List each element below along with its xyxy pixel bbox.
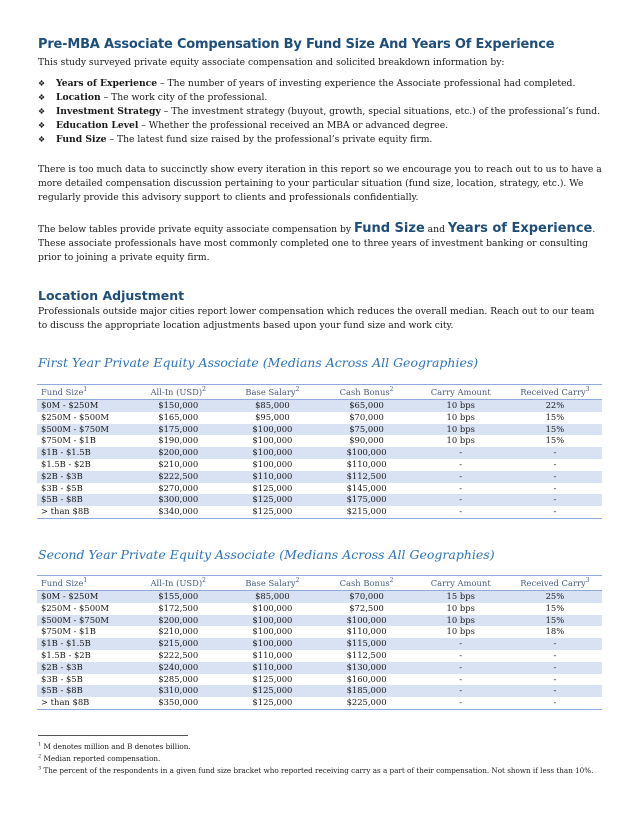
table-cell: - [553, 458, 557, 469]
bullet-item: ❖ Location – The work city of the professional. [38, 92, 268, 103]
table-cell: $70,000 [319, 591, 413, 603]
table-cell: $300,000 [131, 494, 225, 506]
table-cell: $72,500 [349, 602, 384, 613]
column-header: Base Salary$^2$ [225, 576, 319, 591]
table-cell: $1.5B - $2B [41, 649, 91, 660]
table-cell: 10 bps [446, 411, 475, 422]
table-cell: - [459, 482, 463, 493]
table-row [37, 459, 602, 471]
table-cell: - [508, 471, 602, 483]
bullet-item: ❖ Years of Experience – The number of years of investing experience the Associate professional had completed. [38, 78, 576, 89]
table-row [37, 697, 602, 709]
table-cell: $165,000 [158, 411, 199, 422]
column-header: All-In (USD)$^2$ [131, 385, 225, 400]
table-row [37, 638, 602, 650]
table-cell: $160,000 [346, 673, 387, 684]
table-cell: $3B - $5B [41, 673, 83, 684]
table-cell: $100,000 [252, 626, 293, 637]
table-row [37, 494, 602, 506]
table-row [37, 626, 602, 638]
bullet-item: ❖ Fund Size – The latest fund size raised by the professional’s private equity firm. [38, 134, 433, 145]
table-cell: $5B - $8B [37, 494, 131, 506]
first-year-table [37, 384, 602, 519]
column-header: All-In (USD)$^2$ [131, 576, 225, 591]
table-cell: 15% [545, 435, 565, 446]
table-cell: $100,000 [319, 447, 413, 459]
table-cell: > than $8B [41, 506, 90, 517]
table-cell: $500M - $750M [37, 424, 131, 436]
table-cell: - [414, 662, 508, 674]
table-cell: $210,000 [158, 458, 199, 469]
table-cell: $125,000 [252, 482, 293, 493]
table-cell: $125,000 [252, 673, 293, 684]
column-header: Fund Size$^1$ [37, 385, 131, 400]
table-cell: - [414, 494, 508, 506]
column-header: Received Carry$^3$ [508, 576, 602, 591]
table-header-row [37, 576, 602, 591]
location-text: Professionals outside major cities report lower compensation which reduces the overall median. Reach out to our team to discuss the appropriate location adjustments based upon your fund size and work city. [38, 306, 595, 331]
table-cell: $310,000 [131, 685, 225, 697]
column-header: Fund Size$^1$ [37, 576, 131, 591]
table-cell: $95,000 [255, 411, 290, 422]
table-cell: - [508, 638, 602, 650]
table-cell: $125,000 [252, 697, 293, 708]
bullet-item: ❖ Education Level – Whether the professional received an MBA or advanced degree. [38, 120, 449, 131]
location-heading: Location Adjustment [38, 288, 185, 303]
column-header: Carry Amount [414, 576, 508, 591]
page-title: Pre-MBA Associate Compensation By Fund Size And Years Of Experience [38, 37, 555, 52]
table-cell: $100,000 [252, 458, 293, 469]
table-cell: $125,000 [225, 494, 319, 506]
table-cell: - [414, 685, 508, 697]
column-header: Received Carry$^3$ [508, 385, 602, 400]
table-row [37, 435, 602, 447]
table-row [37, 483, 602, 495]
table-row [37, 412, 602, 424]
table-cell: 18% [545, 626, 565, 637]
table-cell: > than $8B [41, 697, 90, 708]
table-cell: - [508, 685, 602, 697]
diamond-bullet-icon: ❖ [38, 135, 46, 144]
column-header: Cash Bonus$^2$ [319, 576, 413, 591]
diamond-bullet-icon: ❖ [38, 93, 46, 102]
table-cell: $150,000 [131, 400, 225, 412]
table-cell: - [553, 649, 557, 660]
table-cell: $100,000 [319, 615, 413, 627]
table-cell: $110,000 [225, 662, 319, 674]
table-cell: $115,000 [319, 638, 413, 650]
table-cell: - [508, 447, 602, 459]
diamond-bullet-icon: ❖ [38, 107, 46, 116]
table-cell: $225,000 [346, 697, 387, 708]
table-cell: $210,000 [158, 626, 199, 637]
table-cell: $145,000 [346, 482, 387, 493]
table1-title: First Year Private Equity Associate (Medians Across All Geographies) [38, 355, 479, 370]
table-cell: $1.5B - $2B [41, 458, 91, 469]
table-cell: $3B - $5B [41, 482, 83, 493]
table-cell: 25% [508, 591, 602, 603]
table-cell: - [414, 447, 508, 459]
table-cell: $112,500 [346, 649, 387, 660]
table-cell: 15% [545, 411, 565, 422]
bullet-list [38, 77, 600, 147]
column-header: Carry Amount [414, 385, 508, 400]
table-cell: $0M - $250M [37, 591, 131, 603]
table-cell: 10 bps [446, 435, 475, 446]
table-cell: $125,000 [252, 506, 293, 517]
footnote-2: $^2$ Median reported compensation. [38, 753, 161, 763]
table-cell: $250M - $500M [41, 602, 109, 613]
table-row [37, 650, 602, 662]
table-cell: $100,000 [252, 435, 293, 446]
table-cell: $110,000 [346, 458, 387, 469]
table-cell: $130,000 [319, 662, 413, 674]
table-cell: $750M - $1B [41, 626, 96, 637]
table-cell: - [508, 494, 602, 506]
table-cell: - [414, 471, 508, 483]
table-cell: - [459, 506, 463, 517]
table-cell: $100,000 [225, 447, 319, 459]
footnote-3: $^3$ The percent of the respondents in a given fund size bracket who reported receiving carry as a part of their compensation. Not shown if less than 10%. [38, 765, 594, 775]
table-cell: $90,000 [349, 435, 384, 446]
table-row [37, 591, 602, 603]
table-row [37, 424, 602, 436]
table-cell: $350,000 [158, 697, 199, 708]
table-cell: $222,500 [131, 471, 225, 483]
table-row [37, 674, 602, 686]
table-cell: - [459, 649, 463, 660]
data-paragraph: There is too much data to succinctly show every iteration in this report so we encourage you to reach out to us to have a more detailed compensation discussion pertaining to your particular situation (fund size, location, strategy, etc.). We regularly provide this advisory support to clients and professionals confidentially. [38, 164, 602, 203]
table-cell: $500M - $750M [37, 615, 131, 627]
table-cell: $240,000 [131, 662, 225, 674]
table-cell: $175,000 [319, 494, 413, 506]
table-cell: - [553, 506, 557, 517]
table-cell: $215,000 [346, 506, 387, 517]
table-cell: $70,000 [349, 411, 384, 422]
table-cell: $340,000 [158, 506, 199, 517]
table-cell: $200,000 [131, 615, 225, 627]
table-row [37, 603, 602, 615]
table-cell: $110,000 [252, 649, 293, 660]
table-cell: $112,500 [319, 471, 413, 483]
table-cell: $5B - $8B [37, 685, 131, 697]
table-cell: $100,000 [225, 424, 319, 436]
table-cell: 10 bps [414, 424, 508, 436]
intro-text: This study surveyed private equity associate compensation and solicited breakdown information by: [38, 57, 505, 68]
table-cell: - [553, 697, 557, 708]
table-cell: 15% [545, 602, 565, 613]
table-cell: $110,000 [346, 626, 387, 637]
table-cell: - [553, 482, 557, 493]
table-row [37, 615, 602, 627]
table-row [37, 685, 602, 697]
table-cell: $65,000 [319, 400, 413, 412]
table-cell: $285,000 [158, 673, 199, 684]
table-cell: $250M - $500M [41, 411, 109, 422]
table-cell: - [459, 673, 463, 684]
table-row [37, 662, 602, 674]
fund-size-emphasis: Fund Size [353, 221, 425, 236]
table-row [37, 400, 602, 412]
table-cell: 15 bps [414, 591, 508, 603]
tables-paragraph: The below tables provide private equity associate compensation by Fund Size and Years of Experience. These associate professionals have most commonly completed one to three years of investment banking or consulting prior to joining a private equity firm. [38, 221, 596, 263]
diamond-bullet-icon: ❖ [38, 79, 46, 88]
diamond-bullet-icon: ❖ [38, 121, 46, 130]
table-cell: $190,000 [158, 435, 199, 446]
table-row [37, 447, 602, 459]
table-cell: 15% [508, 424, 602, 436]
table-cell: $270,000 [158, 482, 199, 493]
table-cell: - [508, 662, 602, 674]
table-cell: - [459, 697, 463, 708]
table-cell: - [553, 673, 557, 684]
table-cell: $215,000 [131, 638, 225, 650]
table-cell: $2B - $3B [37, 662, 131, 674]
table-cell: $125,000 [225, 685, 319, 697]
column-header: Base Salary$^2$ [225, 385, 319, 400]
table-cell: 15% [508, 615, 602, 627]
table-cell: $85,000 [225, 400, 319, 412]
table-cell: 10 bps [414, 400, 508, 412]
table-cell: 10 bps [414, 615, 508, 627]
second-year-table [37, 575, 602, 710]
table-cell: 10 bps [446, 626, 475, 637]
table-cell: $100,000 [225, 638, 319, 650]
footnote-1: $^1$ M denotes million and B denotes billion. [38, 741, 191, 751]
table-cell: $185,000 [319, 685, 413, 697]
column-header: Cash Bonus$^2$ [319, 385, 413, 400]
table-cell: - [459, 458, 463, 469]
footnote-divider [38, 735, 188, 736]
table-cell: - [414, 638, 508, 650]
table-cell: 22% [508, 400, 602, 412]
table-cell: $1B - $1.5B [37, 638, 131, 650]
table-cell: 10 bps [446, 602, 475, 613]
table-row [37, 506, 602, 518]
years-emphasis: Years of Experience [447, 221, 593, 236]
bullet-item: ❖ Investment Strategy – The investment strategy (buyout, growth, special situations, etc.) of the professional’s fund. [38, 106, 601, 117]
table-cell: $172,500 [158, 602, 199, 613]
table2-title: Second Year Private Equity Associate (Medians Across All Geographies) [38, 547, 495, 562]
table-cell: $85,000 [225, 591, 319, 603]
table-row [37, 471, 602, 483]
table-cell: $1B - $1.5B [37, 447, 131, 459]
table-cell: $75,000 [319, 424, 413, 436]
table-cell: $100,000 [252, 602, 293, 613]
table-cell: $222,500 [158, 649, 199, 660]
table-cell: $0M - $250M [37, 400, 131, 412]
table-cell: $100,000 [225, 615, 319, 627]
table-cell: $750M - $1B [41, 435, 96, 446]
table-header-row [37, 385, 602, 400]
table-cell: $110,000 [225, 471, 319, 483]
table-cell: $155,000 [131, 591, 225, 603]
table-cell: $2B - $3B [37, 471, 131, 483]
table-cell: $200,000 [131, 447, 225, 459]
table-cell: $175,000 [131, 424, 225, 436]
